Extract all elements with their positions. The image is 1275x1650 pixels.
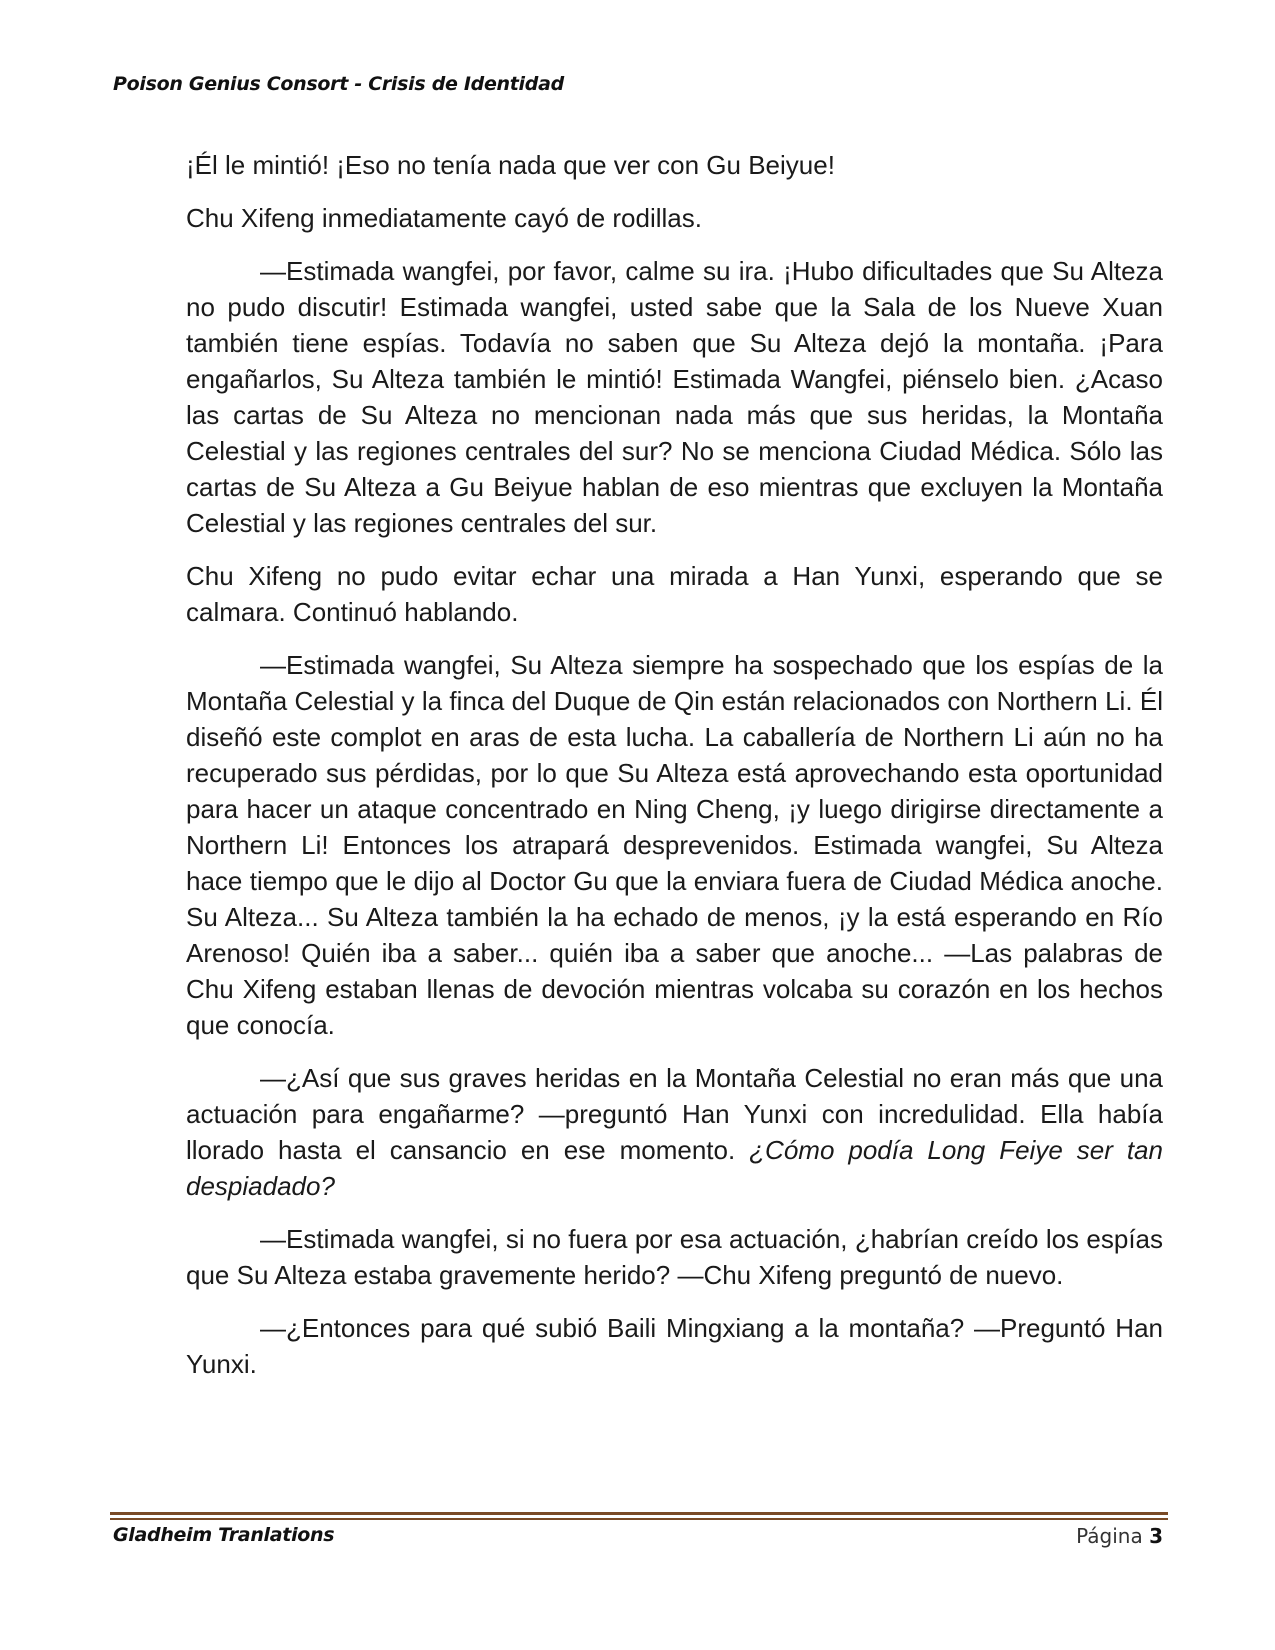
paragraph-text: —¿Entonces para qué subió Baili Mingxiang a la montaña? —Preguntó Han Yunxi. [186, 1313, 1163, 1379]
paragraph [186, 1310, 1163, 1382]
paragraph [186, 147, 1163, 183]
page-indicator [1076, 1524, 1163, 1548]
paragraph-text: —Estimada wangfei, si no fuera por esa actuación, ¿habrían creído los espías que Su Alteza estaba gravemente herido? —Chu Xifeng preguntó de nuevo. [186, 1224, 1163, 1290]
paragraph-text: —Estimada wangfei, Su Alteza siempre ha sospechado que los espías de la Montaña Celestial y la finca del Duque de Qin están relacionados con Northern Li. Él diseñó este complot en aras de esta lucha. La caballería de Northern Li aún no ha recuperado sus pérdidas, por lo que Su Alteza está aprovechando esta oportunidad para hacer un ataque concentrado en Ning Cheng, ¡y luego dirigirse directamente a Northern Li! Entonces los atrapará desprevenidos. Estimada wangfei, Su Alteza hace tiempo que le dijo al Doctor Gu que la enviara fuera de Ciudad Médica anoche. Su Alteza... Su Alteza también la ha echado de menos, ¡y la está esperando en Río Arenoso! Quién iba a saber... quién iba a saber que anoche... —Las palabras de Chu Xifeng estaban llenas de devoción mientras volcaba su corazón en los hechos que conocía. [186, 650, 1163, 1040]
paragraph-text: Chu Xifeng inmediatamente cayó de rodillas. [186, 203, 702, 233]
footer-rule-thick [110, 1512, 1168, 1515]
paragraph-text: —¿Así que sus graves heridas en la Montaña Celestial no eran más que una actuación para engañarme? —preguntó Han Yunxi con incredulidad. Ella había llorado hasta el cansancio en ese momento. [186, 1063, 1163, 1165]
paragraph [186, 1221, 1163, 1293]
paragraph [186, 647, 1163, 1043]
paragraph-italic-text: ¿Cómo podía Long Feiye ser tan despiadado? [186, 1135, 1163, 1201]
paragraph [186, 558, 1163, 630]
footer-rule-thin [110, 1518, 1168, 1520]
paragraph [186, 200, 1163, 236]
document-header-title: Poison Genius Consort - Crisis de Identidad [113, 73, 564, 95]
footer-credit: Gladheim Tranlations [113, 1524, 335, 1546]
paragraph-text: ¡Él le mintió! ¡Eso no tenía nada que ver con Gu Beiyue! [186, 150, 835, 180]
page-label: Página [1076, 1524, 1143, 1548]
document-body [186, 147, 1163, 1399]
page-number: 3 [1149, 1524, 1163, 1548]
paragraph [186, 253, 1163, 541]
paragraph [186, 1060, 1163, 1204]
paragraph-text: —Estimada wangfei, por favor, calme su ira. ¡Hubo dificultades que Su Alteza no pudo discutir! Estimada wangfei, usted sabe que la Sala de los Nueve Xuan también tiene espías. Todavía no saben que Su Alteza dejó la montaña. ¡Para engañarlos, Su Alteza también le mintió! Estimada Wangfei, piénselo bien. ¿Acaso las cartas de Su Alteza no mencionan nada más que sus heridas, la Montaña Celestial y las regiones centrales del sur? No se menciona Ciudad Médica. Sólo las cartas de Su Alteza a Gu Beiyue hablan de eso mientras que excluyen la Montaña Celestial y las regiones centrales del sur. [186, 256, 1163, 538]
paragraph-text: Chu Xifeng no pudo evitar echar una mirada a Han Yunxi, esperando que se calmara. Continuó hablando. [186, 561, 1163, 627]
